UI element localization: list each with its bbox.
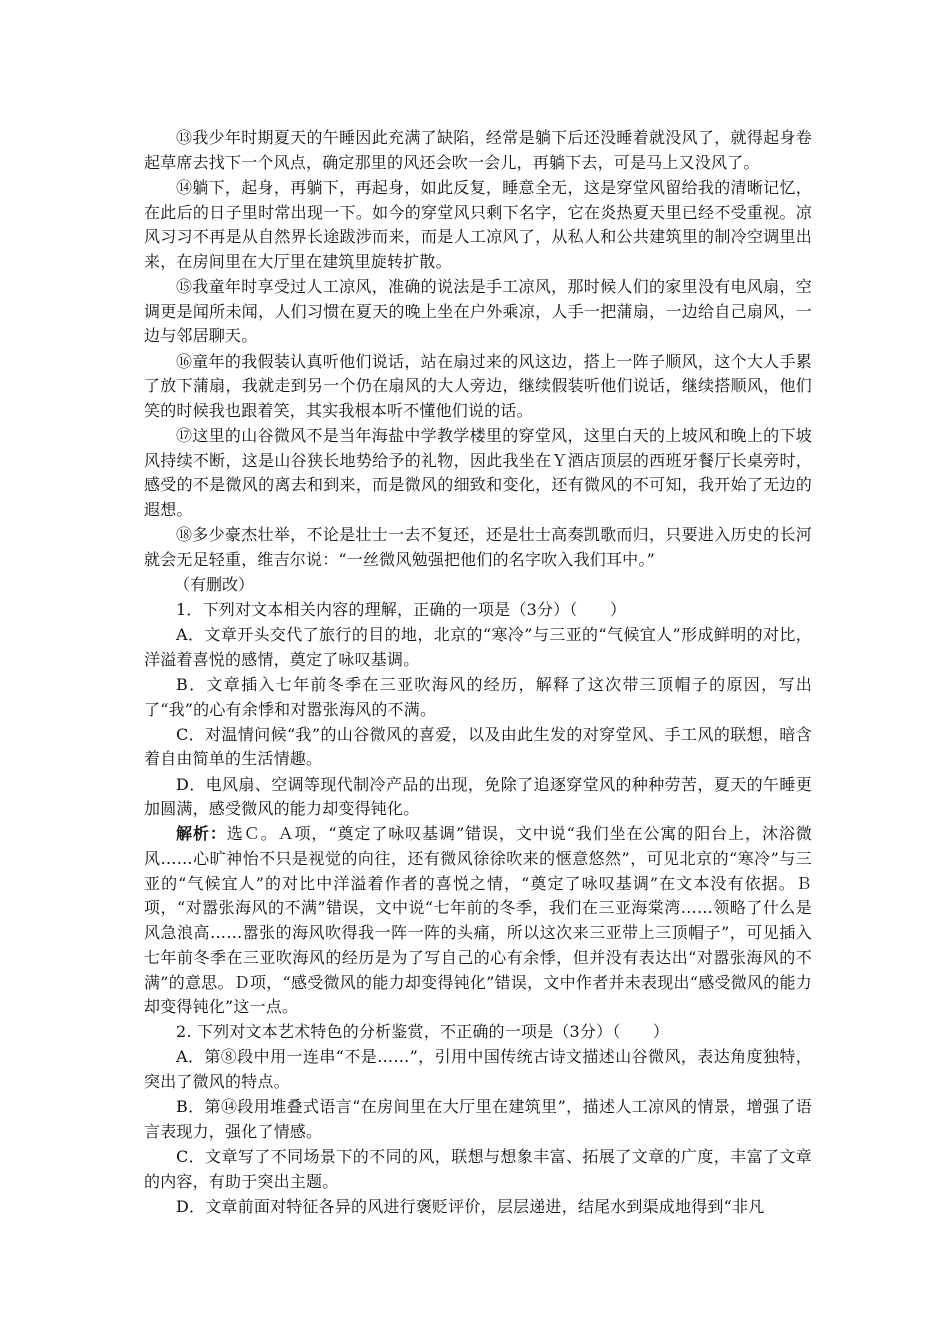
passage-paragraph-13: ⑬我少年时期夏天的午睡因此充满了缺陷，经常是躺下后还没睡着就没风了，就得起身卷起草席去找下一个风点，确定那里的风还会吹一会儿，再躺下去，可是马上又没风了。 bbox=[144, 128, 812, 172]
question-1-option-c: C．对温情问候“我”的山谷微风的喜爱，以及由此生发的对穿堂风、手工风的联想，暗含着自由简单的生活情趣。 bbox=[144, 724, 812, 769]
passage-paragraph-14: ⑭躺下，起身，再躺下，再起身，如此反复，睡意全无，这是穿堂风留给我的清晰记忆，在此后的日子里时常出现一下。如今的穿堂风只剩下名字，它在炎热夏天里已经不受重视。凉风习习不再是从自然界长途跋涉而来，而是人工凉风了，从私人和公共建筑里的制冷空调里出来，在房间里在大厅里在建筑里旋转扩散。 bbox=[144, 177, 812, 271]
question-1-option-d: D．电风扇、空调等现代制冷产品的出现，免除了追逐穿堂风的种种劳苦，夏天的午睡更加圆满，感受微风的能力却变得钝化。 bbox=[144, 774, 812, 819]
question-2-option-c: C．文章写了不同场景下的不同的风，联想与想象丰富、拓展了文章的广度，丰富了文章的内容，有助于突出主题。 bbox=[144, 1147, 812, 1191]
question-2-option-a: A．第⑧段中用一连串“不是……”，引用中国传统古诗文描述山谷微风，表达角度独特，突出了微风的特点。 bbox=[144, 1047, 812, 1092]
question-2-option-d: D．文章前面对特征各异的风进行褒贬评价，层层递进，结尾水到渠成地得到“非凡 bbox=[176, 1196, 765, 1216]
question-1-option-a: A．文章开头交代了旅行的目的地，北京的“寒冷”与三亚的“气候宜人”形成鲜明的对比，洋溢着喜悦的感情，奠定了咏叹基调。 bbox=[144, 625, 812, 669]
edit-note: （有删改） bbox=[174, 575, 255, 594]
passage-paragraph-17: ⑰这里的山谷微风不是当年海盐中学教学楼里的穿堂风，这里白天的上坡风和晚上的下坡风持续不断，这是山谷狭长地势给予的礼物，因此我坐在Ｙ酒店顶层的西班牙餐厅长桌旁时，感受的不是微风的离去和到来，而是微风的细致和变化，还有微风的不可知，我开始了无边的遐想。 bbox=[144, 426, 812, 520]
question-2-option-b: B．第⑭段用堆叠式语言“在房间里在大厅里在建筑里”，描述人工凉风的情景，增强了语言表现力，强化了情感。 bbox=[144, 1097, 812, 1141]
passage-paragraph-18: ⑱多少豪杰壮举，不论是壮士一去不复还，还是壮士高奏凯歌而归，只要进入历史的长河就会无足轻重，维吉尔说：“一丝微风勉强把他们的名字吹入我们耳中。” bbox=[144, 525, 812, 569]
question-1-stem: 1．下列对文本相关内容的理解，正确的一项是（3分）（ ） bbox=[176, 600, 627, 620]
document-page bbox=[144, 126, 812, 1220]
question-1-option-b: B．文章插入七年前冬季在三亚吹海风的经历，解释了这次带三顶帽子的原因，写出了“我”的心有余悸和对嚣张海风的不满。 bbox=[144, 674, 812, 719]
analysis-text: 选Ｃ。Ａ项，“奠定了咏叹基调”错误，文中说“我们坐在公寓的阳台上，沐浴微风……心旷神怡不只是视觉的向往，还有微风徐徐吹来的惬意悠然”，可见北京的“寒冷”与三亚的“气候宜人”的对比中洋溢着作者的喜悦之情，“奠定了咏叹基调”在文本没有依据。Ｂ项，“对嚣张海风的不满”错误，文中说“七年前的冬季，我们在三亚海棠湾……领略了什么是风急浪高……嚣张的海风吹得我一阵一阵的头痛，所以这次来三亚带上三顶帽子”，可见插入七年前冬季在三亚吹海风的经历是为了写自己的心有余悸，但并没有表达出“对嚣张海风的不满”的意思。Ｄ项，“感受微风的能力却变得钝化”错误，文中作者并未表现出“感受微风的能力却变得钝化”这一点。 bbox=[144, 824, 812, 1017]
question-2-stem: 2. 下列对文本艺术特色的分析鉴赏，不正确的一项是（3分）（ ） bbox=[176, 1022, 670, 1042]
analysis-label: 解析： bbox=[176, 824, 227, 844]
passage-paragraph-15: ⑮我童年时享受过人工凉风，准确的说法是手工凉风，那时候人们的家里没有电风扇，空调更是闻所未闻，人们习惯在夏天的晚上坐在户外乘凉，人手一把蒲扇，一边给自己扇风，一边与邻居聊天。 bbox=[144, 277, 812, 346]
question-1-analysis bbox=[144, 822, 812, 1020]
passage-paragraph-16: ⑯童年的我假装认真听他们说话，站在扇过来的风这边，搭上一阵子顺风，这个大人手累了放下蒲扇，我就走到另一个仍在扇风的大人旁边，继续假装听他们说话，继续搭顺风，他们笑的时候我也跟着笑，其实我根本听不懂他们说的话。 bbox=[144, 351, 812, 420]
